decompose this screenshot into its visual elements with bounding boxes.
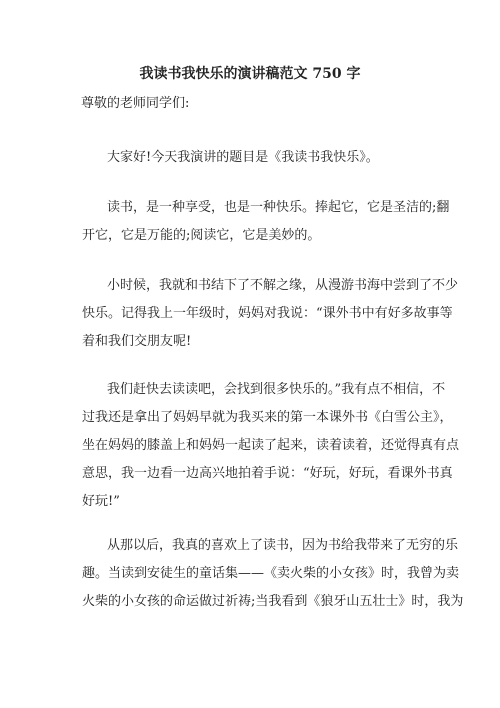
paragraph-line: 好玩!” xyxy=(82,494,120,509)
paragraph-line: 我们赶快去读读吧，会找到很多快乐的。”我有点不相信，不 xyxy=(107,382,446,397)
paragraph-line: 过我还是拿出了妈妈早就为我买来的第一本课外书《白雪公主》， xyxy=(82,410,453,425)
paragraph-line: 火柴的小女孩的命运做过祈祷;当我看到《狼牙山五壮士》时，我为 xyxy=(82,594,464,609)
document-title: 我读书我快乐的演讲稿范文 750 字 xyxy=(139,66,361,82)
paragraph-5 xyxy=(82,532,464,616)
paragraph-line: 坐在妈妈的膝盖上和妈妈一起读了起来，读着读着，还觉得真有点 xyxy=(82,438,460,453)
paragraph-line: 着和我们交朋友呢! xyxy=(82,334,192,349)
paragraph-line: 小时候，我就和书结下了不解之缘，从漫游书海中尝到了不少 xyxy=(107,278,459,293)
paragraph-4 xyxy=(82,376,460,516)
paragraph-line: 趣。当读到安徒生的童话集——《卖火柴的小女孩》时，我曾为卖 xyxy=(82,566,460,581)
paragraph-1 xyxy=(82,144,422,172)
paragraph-3 xyxy=(82,272,459,356)
paragraph-line: 从那以后，我真的喜欢上了读书，因为书给我带来了无穷的乐 xyxy=(107,538,459,553)
paragraph-line: 大家好!今天我演讲的题目是《我读书我快乐》。 xyxy=(107,150,379,165)
paragraph-line: 读书，是一种享受，也是一种快乐。捧起它，它是圣洁的;翻 xyxy=(107,200,450,215)
paragraph-line: 快乐。记得我上一年级时，妈妈对我说：“课外书中有好多故事等 xyxy=(82,306,453,321)
paragraph-2 xyxy=(82,194,450,250)
paragraph-line: 意思，我一边看一边高兴地拍着手说：“好玩，好玩，看课外书真 xyxy=(82,466,453,481)
paragraph-line: 开它，它是万能的;阅读它，它是美妙的。 xyxy=(82,228,321,243)
salutation: 尊敬的老师同学们: xyxy=(81,96,190,111)
